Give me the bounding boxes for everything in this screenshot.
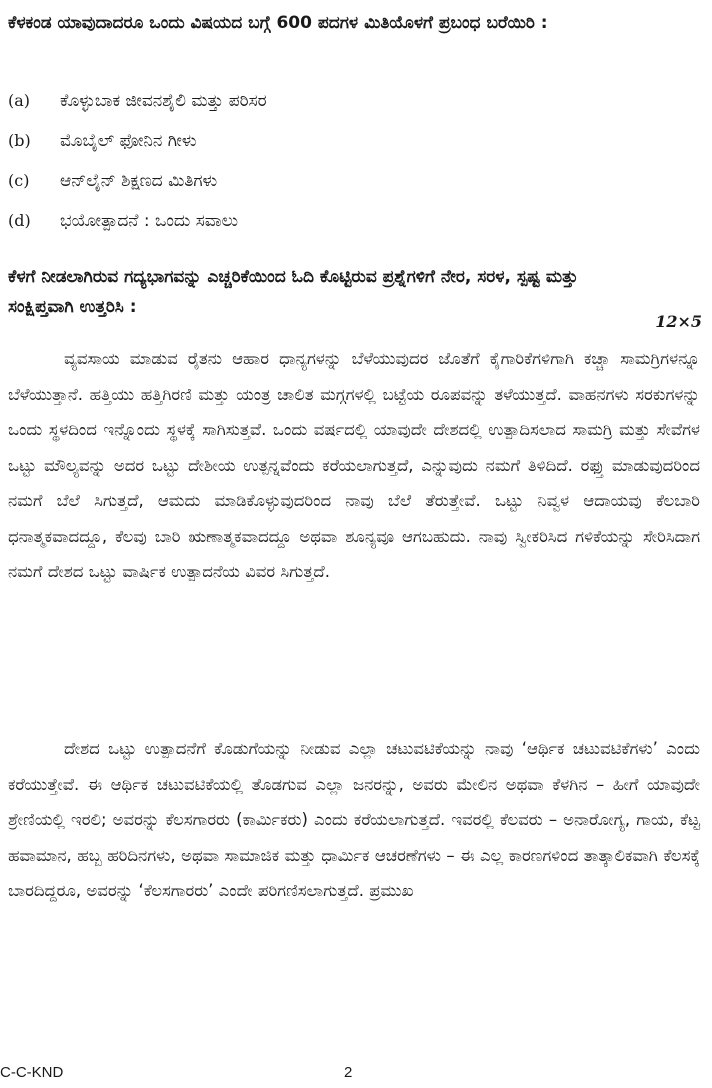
passage-paragraph-2: ದೇಶದ ಒಟ್ಟು ಉತ್ಪಾದನೆಗೆ ಕೊಡುಗೆಯನ್ನು ನೀಡುವ ಎಲ್ಲಾ ಚಟುವಟಿಕೆಯನ್ನು ನಾವು ‘ಆರ್ಥಿಕ ಚಟುವಟಿಕೆಗಳು’ ಎಂದು ಕರೆಯುತ್ತೇವೆ. ಈ ಆರ್ಥಿಕ ಚಟುವಟಿಕೆಯಲ್ಲಿ ತೊಡಗುವ ಎಲ್ಲಾ ಜನರನ್ನು, ಅವರು ಮೇಲಿನ ಅಥವಾ ಕೆಳಗಿನ – ಹೀಗೆ ಯಾವುದೇ ಶ್ರೇಣಿಯಲ್ಲಿ ಇರಲಿ; ಅವರನ್ನು ಕೆಲಸಗಾರರು (ಕಾರ್ಮಿಕರು) ಎಂದು ಕರೆಯಲಾಗುತ್ತದೆ. ಇವರಲ್ಲಿ ಕೆಲವರು – ಅನಾರೋಗ್ಯ, ಗಾಯ, ಕೆಟ್ಟ ಹವಾಮಾನ, ಹಬ್ಬ ಹರಿದಿನಗಳು, ಅಥವಾ ಸಾಮಾಜಿಕ ಮತ್ತು ಧಾರ್ಮಿಕ ಆಚರಣೆಗಳು – ಈ ಎಲ್ಲ ಕಾರಣಗಳಿಂದ ತಾತ್ಕಾಲಿಕವಾಗಿ ಕೆಲಸಕ್ಕೆ ಬಾರದಿದ್ದರೂ, ಅವರನ್ನು ‘ಕೆಲಸಗಾರರು’ ಎಂದೇ ಪರಿಗಣಿಸಲಾಗುತ್ತದೆ. ಪ್ರಮುಖ: [8, 739, 700, 900]
marks-label: 12×5: [655, 312, 702, 331]
question-2-heading: ಕೆಳಗೆ ನೀಡಲಾಗಿರುವ ಗದ್ಯಭಾಗವನ್ನು ಎಚ್ಚರಿಕೆಯಿಂದ ಓದಿ ಕೊಟ್ಟಿರುವ ಪ್ರಶ್ನೆಗಳಿಗೆ ನೇರ, ಸರಳ, ಸ್ಪಷ್ಟ ಮತ್ತು ಸಂಕ್ಷಿಪ್ತವಾಗಿ ಉತ್ತರಿಸಿ :: [8, 267, 578, 317]
option-d: [8, 206, 698, 236]
question-1-heading: ಕೆಳಕಂಡ ಯಾವುದಾದರೂ ಒಂದು ವಿಷಯದ ಬಗ್ಗೆ 600 ಪದಗಳ ಮಿತಿಯೊಳಗೆ ಪ್ರಬಂಧ ಬರೆಯಿರಿ :: [8, 13, 548, 33]
option-label: (c): [8, 171, 30, 190]
option-text: ಮೊಬೈಲ್ ಫೋನಿನ ಗೀಳು: [60, 131, 197, 151]
option-b: [8, 126, 698, 156]
option-text: ಕೊಳ್ಳುಬಾಕ ಜೀವನಶೈಲಿ ಮತ್ತು ಪರಿಸರ: [60, 91, 267, 111]
option-label: (a): [8, 91, 31, 110]
page-number: 2: [344, 1064, 353, 1081]
option-label: (b): [8, 131, 31, 150]
paper-code: C-C-KND: [0, 1064, 64, 1081]
option-c: [8, 166, 698, 196]
option-a: [8, 86, 698, 116]
option-text: ಭಯೋತ್ಪಾದನೆ : ಒಂದು ಸವಾಲು: [60, 211, 239, 231]
passage-paragraph-1: ವ್ಯವಸಾಯ ಮಾಡುವ ರೈತನು ಆಹಾರ ಧಾನ್ಯಗಳನ್ನು ಬೆಳೆಯುವುದರ ಜೊತೆಗೆ ಕೈಗಾರಿಕೆಗಳಿಗಾಗಿ ಕಚ್ಚಾ ಸಾಮಗ್ರಿಗಳನ್ನೂ ಬೆಳೆಯುತ್ತಾನೆ. ಹತ್ತಿಯು ಹತ್ತಿಗಿರಣಿ ಮತ್ತು ಯಂತ್ರ ಚಾಲಿತ ಮಗ್ಗಗಳಲ್ಲಿ ಬಟ್ಟೆಯ ರೂಪವನ್ನು ತಳೆಯುತ್ತದೆ. ವಾಹನಗಳು ಸರಕುಗಳನ್ನು ಒಂದು ಸ್ಥಳದಿಂದ ಇನ್ನೊಂದು ಸ್ಥಳಕ್ಕೆ ಸಾಗಿಸುತ್ತವೆ. ಒಂದು ವರ್ಷದಲ್ಲಿ ಯಾವುದೇ ದೇಶದಲ್ಲಿ ಉತ್ಪಾದಿಸಲಾದ ಸಾಮಗ್ರಿ ಮತ್ತು ಸೇವೆಗಳ ಒಟ್ಟು ಮೌಲ್ಯವನ್ನು ಅದರ ಒಟ್ಟು ದೇಶೀಯ ಉತ್ಪನ್ನವೆಂದು ಕರೆಯಲಾಗುತ್ತದೆ, ಎನ್ನುವುದು ನಮಗೆ ತಿಳಿದಿದೆ. ರಫ್ತು ಮಾಡುವುದರಿಂದ ನಮಗೆ ಬೆಲೆ ಸಿಗುತ್ತದೆ, ಆಮದು ಮಾಡಿಕೊಳ್ಳುವುದರಿಂದ ನಾವು ಬೆಲೆ ತೆರುತ್ತೇವೆ. ಒಟ್ಟು ನಿವ್ವಳ ಆದಾಯವು ಕೆಲಬಾರಿ ಧನಾತ್ಮಕವಾದದ್ದೂ, ಕೆಲವು ಬಾರಿ ಋಣಾತ್ಮಕವಾದದ್ದೂ ಅಥವಾ ಶೂನ್ಯವೂ ಆಗಬಹುದು. ನಾವು ಸ್ವೀಕರಿಸಿದ ಗಳಿಕೆಯನ್ನು ಸೇರಿಸಿದಾಗ ನಮಗೆ ದೇಶದ ಒಟ್ಟು ವಾರ್ಷಿಕ ಉತ್ಪಾದನೆಯ ವಿವರ ಸಿಗುತ್ತದೆ.: [8, 349, 700, 581]
option-label: (d): [8, 211, 31, 230]
option-text: ಆನ್‌ಲೈನ್ ಶಿಕ್ಷಣದ ಮಿತಿಗಳು: [60, 171, 218, 191]
